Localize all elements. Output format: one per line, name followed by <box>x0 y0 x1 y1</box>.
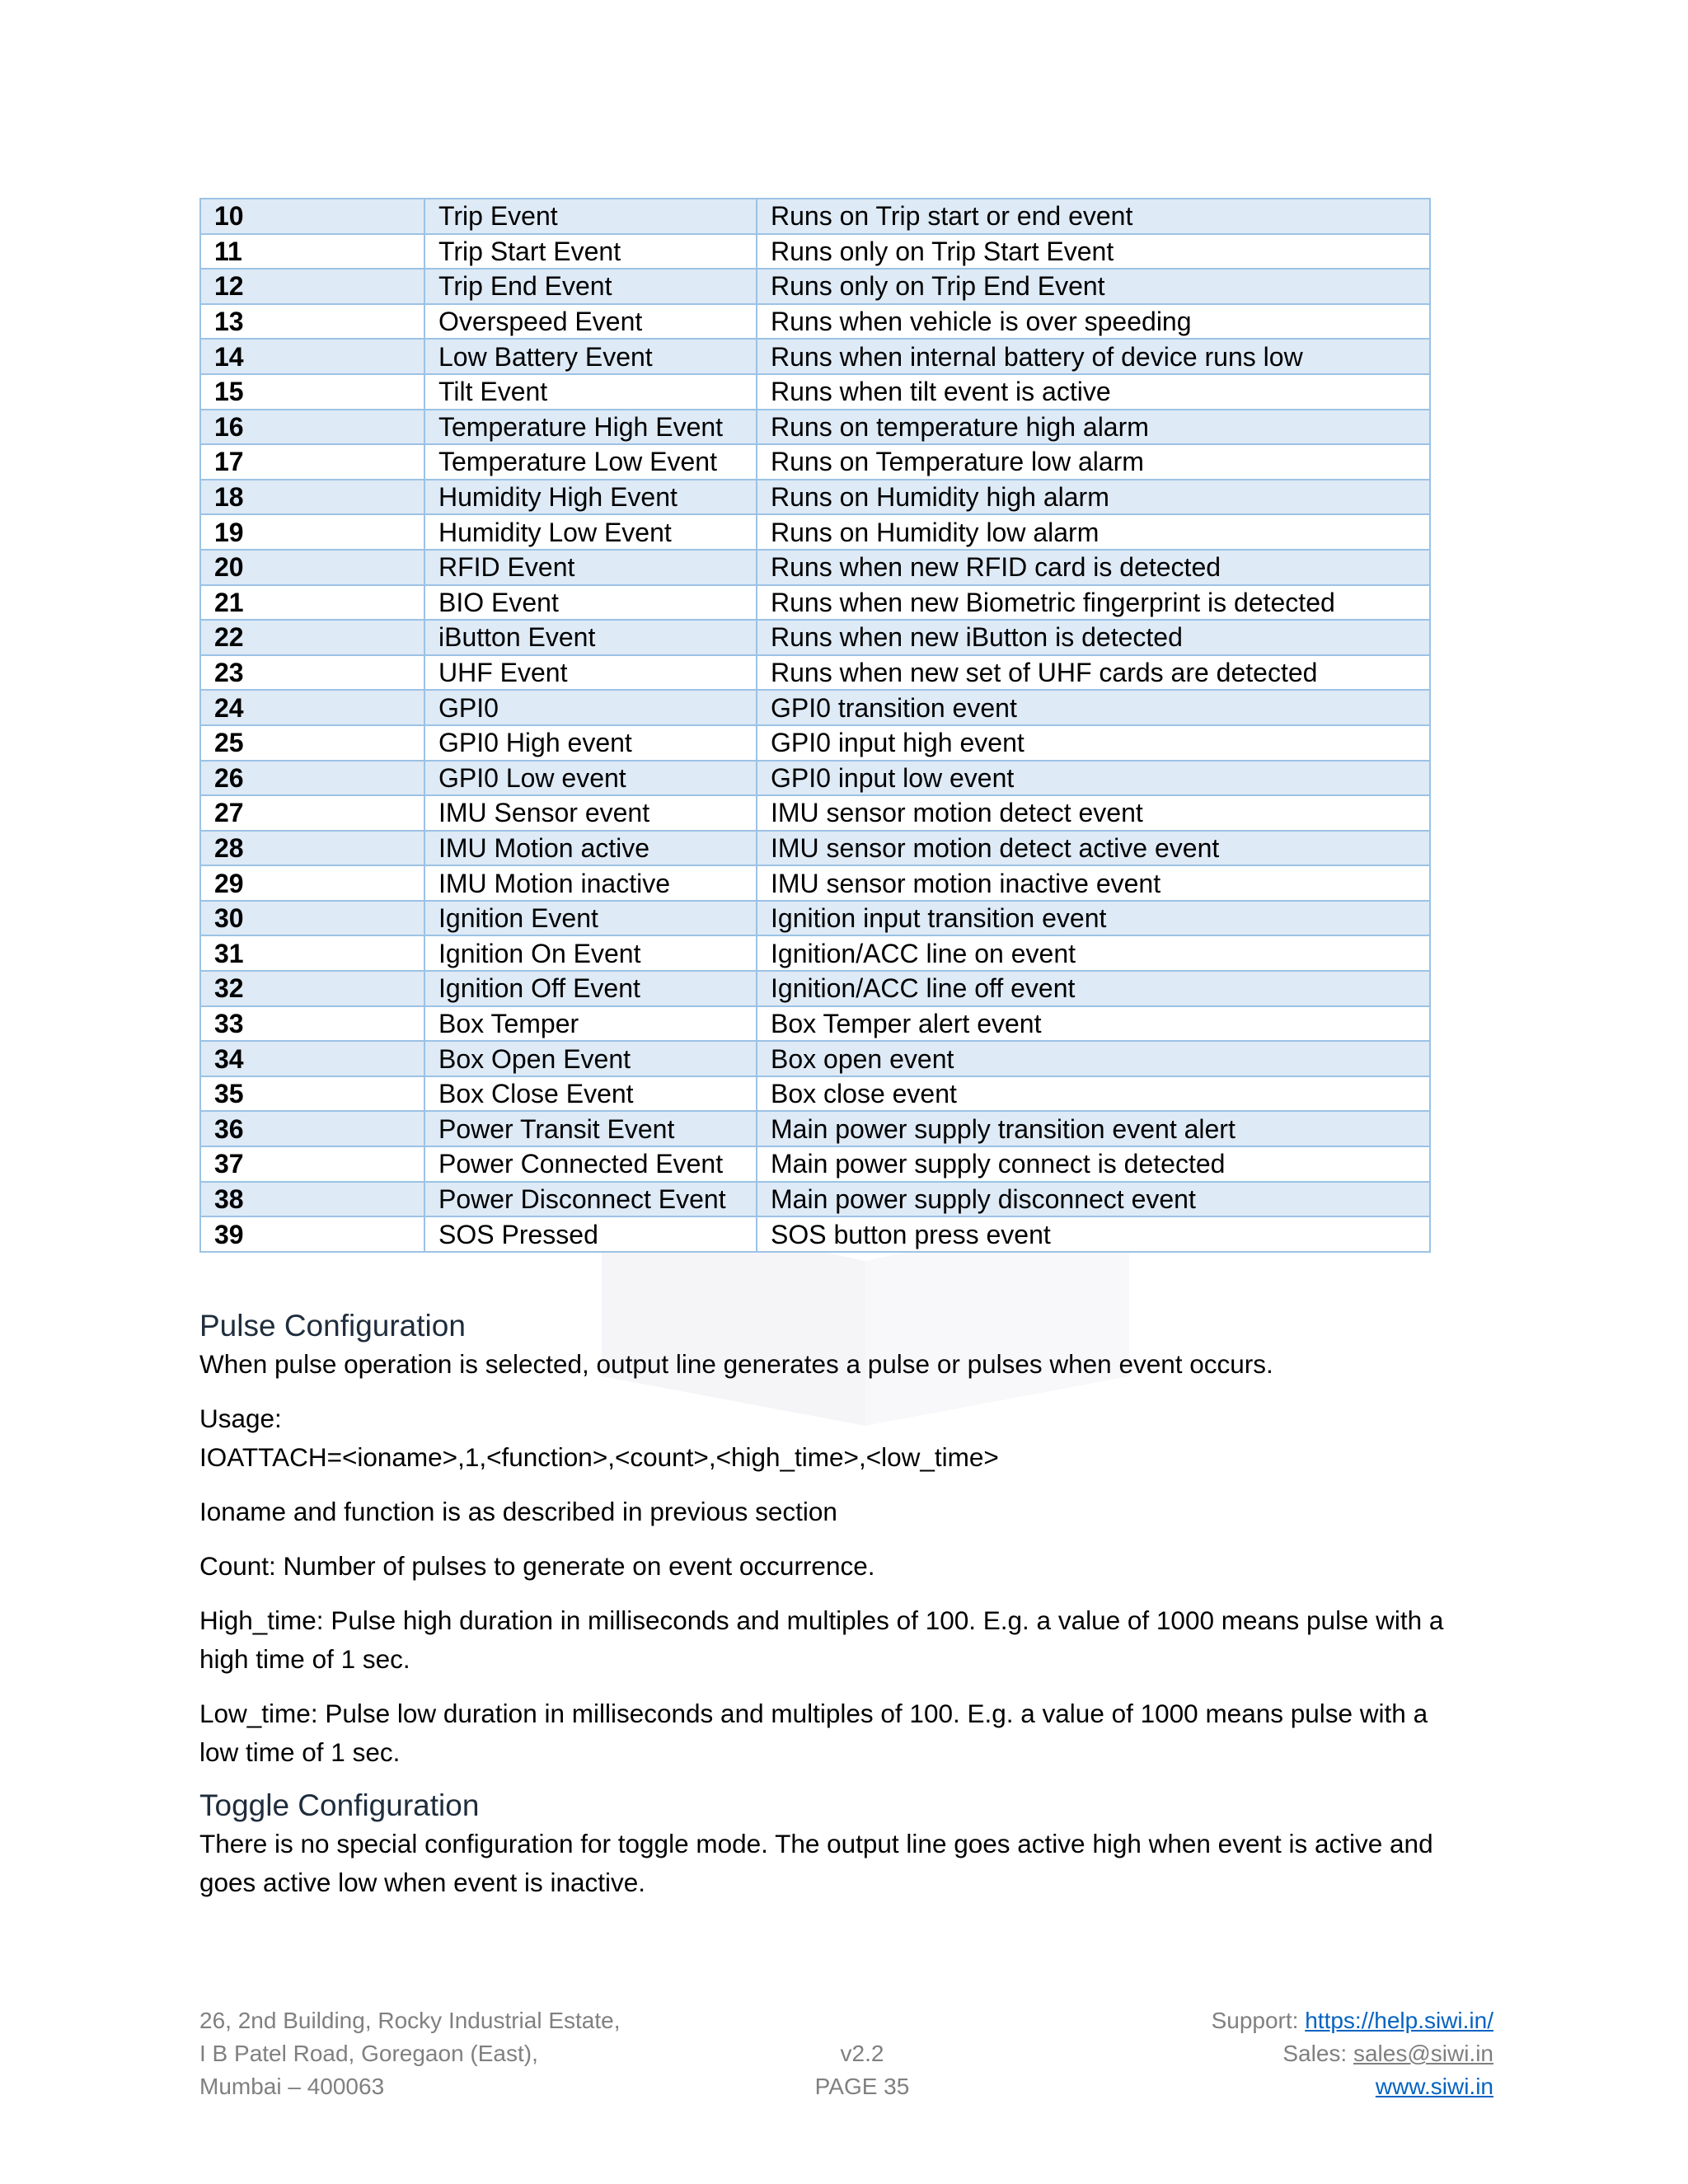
event-description-cell: IMU sensor motion detect event <box>757 795 1430 831</box>
footer-address <box>199 2004 621 2103</box>
event-description-cell: Runs only on Trip End Event <box>757 269 1430 304</box>
event-number-cell: 28 <box>200 831 424 866</box>
event-description-cell: Runs when new set of UHF cards are detected <box>757 655 1430 691</box>
event-description-cell: Runs when vehicle is over speeding <box>757 304 1430 340</box>
event-number-cell: 33 <box>200 1006 424 1042</box>
event-name-cell: UHF Event <box>424 655 757 691</box>
table-row <box>200 410 1430 445</box>
event-description-cell: GPI0 transition event <box>757 690 1430 725</box>
usage-label: Usage: <box>199 1403 282 1433</box>
event-description-cell: Runs on Temperature low alarm <box>757 444 1430 480</box>
low-time-note <box>199 1694 1493 1772</box>
event-number-cell: 27 <box>200 795 424 831</box>
event-description-cell: Runs when new iButton is detected <box>757 620 1430 655</box>
table-row <box>200 444 1430 480</box>
event-description-cell: Runs on Trip start or end event <box>757 199 1430 234</box>
event-number-cell: 25 <box>200 725 424 761</box>
table-row <box>200 550 1430 585</box>
table-row <box>200 1006 1430 1042</box>
event-name-cell: IMU Motion active <box>424 831 757 866</box>
event-number-cell: 39 <box>200 1216 424 1252</box>
pulse-intro: When pulse operation is selected, output line generates a pulse or pulses when event occurs. <box>199 1348 1273 1379</box>
usage-command: IOATTACH=<ioname>,1,<function>,<count>,<high_time>,<low_time> <box>199 1441 999 1472</box>
table-row <box>200 374 1430 410</box>
table-row <box>200 901 1430 936</box>
event-name-cell: Low Battery Event <box>424 339 757 374</box>
table-row <box>200 1216 1430 1252</box>
table-row <box>200 1041 1430 1076</box>
event-name-cell: Temperature Low Event <box>424 444 757 480</box>
event-number-cell: 18 <box>200 480 424 515</box>
event-number-cell: 32 <box>200 971 424 1006</box>
event-name-cell: Power Transit Event <box>424 1111 757 1146</box>
support-label: Support: <box>1211 2008 1306 2033</box>
event-number-cell: 17 <box>200 444 424 480</box>
event-name-cell: Trip End Event <box>424 269 757 304</box>
event-description-cell: Main power supply connect is detected <box>757 1146 1430 1182</box>
event-name-cell: Ignition On Event <box>424 935 757 971</box>
footer-version-block <box>796 2004 928 2103</box>
event-description-cell: Runs on temperature high alarm <box>757 410 1430 445</box>
event-description-cell: Box close event <box>757 1076 1430 1112</box>
table-row <box>200 514 1430 550</box>
event-description-cell: IMU sensor motion inactive event <box>757 865 1430 901</box>
event-description-cell: Ignition/ACC line on event <box>757 935 1430 971</box>
event-number-cell: 24 <box>200 690 424 725</box>
event-table <box>199 198 1431 1253</box>
event-number-cell: 31 <box>200 935 424 971</box>
event-number-cell: 14 <box>200 339 424 374</box>
table-row <box>200 690 1430 725</box>
pulse-configuration-heading: Pulse Configuration <box>199 1308 466 1343</box>
event-number-cell: 20 <box>200 550 424 585</box>
event-name-cell: IMU Motion inactive <box>424 865 757 901</box>
toggle-line-2: goes active low when event is inactive. <box>199 1867 646 1897</box>
event-number-cell: 21 <box>200 585 424 621</box>
sales-email-link[interactable]: sales@siwi.in <box>1353 2041 1493 2066</box>
table-row <box>200 831 1430 866</box>
event-number-cell: 29 <box>200 865 424 901</box>
event-name-cell: Tilt Event <box>424 374 757 410</box>
event-number-cell: 26 <box>200 761 424 796</box>
event-description-cell: Runs when tilt event is active <box>757 374 1430 410</box>
event-name-cell: Trip Event <box>424 199 757 234</box>
event-name-cell: Box Open Event <box>424 1041 757 1076</box>
event-number-cell: 13 <box>200 304 424 340</box>
low-time-line-2: low time of 1 sec. <box>199 1736 401 1767</box>
toggle-description <box>199 1825 1493 1902</box>
sales-label: Sales: <box>1282 2041 1353 2066</box>
event-name-cell: Power Connected Event <box>424 1146 757 1182</box>
event-name-cell: IMU Sensor event <box>424 795 757 831</box>
table-row <box>200 585 1430 621</box>
event-description-cell: SOS button press event <box>757 1216 1430 1252</box>
event-description-cell: GPI0 input high event <box>757 725 1430 761</box>
event-name-cell: Humidity High Event <box>424 480 757 515</box>
table-row <box>200 1182 1430 1217</box>
toggle-configuration-heading: Toggle Configuration <box>199 1788 480 1822</box>
event-name-cell: GPI0 <box>424 690 757 725</box>
toggle-line-1: There is no special configuration for toggle mode. The output line goes active high when event is active and <box>199 1828 1433 1858</box>
event-name-cell: Overspeed Event <box>424 304 757 340</box>
high-time-note <box>199 1601 1493 1679</box>
table-row <box>200 269 1430 304</box>
table-row <box>200 339 1430 374</box>
event-description-cell: Main power supply disconnect event <box>757 1182 1430 1217</box>
table-row <box>200 1076 1430 1112</box>
event-description-cell: IMU sensor motion detect active event <box>757 831 1430 866</box>
event-number-cell: 34 <box>200 1041 424 1076</box>
event-description-cell: Box Temper alert event <box>757 1006 1430 1042</box>
event-name-cell: iButton Event <box>424 620 757 655</box>
event-description-cell: Main power supply transition event alert <box>757 1111 1430 1146</box>
event-name-cell: RFID Event <box>424 550 757 585</box>
table-row <box>200 795 1430 831</box>
table-row <box>200 761 1430 796</box>
table-row <box>200 199 1430 234</box>
table-row <box>200 655 1430 691</box>
event-number-cell: 16 <box>200 410 424 445</box>
event-number-cell: 38 <box>200 1182 424 1217</box>
address-line-2: I B Patel Road, Goregaon (East), <box>199 2041 538 2066</box>
website-link[interactable]: www.siwi.in <box>1375 2074 1493 2099</box>
table-row <box>200 480 1430 515</box>
event-description-cell: Runs when internal battery of device runs low <box>757 339 1430 374</box>
event-number-cell: 30 <box>200 901 424 936</box>
event-description-cell: Ignition input transition event <box>757 901 1430 936</box>
event-description-cell: Box open event <box>757 1041 1430 1076</box>
event-name-cell: Power Disconnect Event <box>424 1182 757 1217</box>
event-number-cell: 23 <box>200 655 424 691</box>
ioname-note: Ioname and function is as described in previous section <box>199 1496 837 1526</box>
event-description-cell: Runs when new RFID card is detected <box>757 550 1430 585</box>
table-row <box>200 304 1430 340</box>
low-time-line-1: Low_time: Pulse low duration in milliseconds and multiples of 100. E.g. a value of 1000 means pulse with a <box>199 1698 1428 1728</box>
event-name-cell: SOS Pressed <box>424 1216 757 1252</box>
table-row <box>200 971 1430 1006</box>
event-name-cell: GPI0 High event <box>424 725 757 761</box>
table-row <box>200 1146 1430 1182</box>
address-line-1: 26, 2nd Building, Rocky Industrial Estate, <box>199 2008 621 2033</box>
table-row <box>200 1111 1430 1146</box>
event-name-cell: BIO Event <box>424 585 757 621</box>
event-number-cell: 36 <box>200 1111 424 1146</box>
event-description-cell: Runs on Humidity high alarm <box>757 480 1430 515</box>
event-number-cell: 12 <box>200 269 424 304</box>
event-description-cell: Runs when new Biometric fingerprint is detected <box>757 585 1430 621</box>
event-name-cell: Box Temper <box>424 1006 757 1042</box>
high-time-line-2: high time of 1 sec. <box>199 1643 410 1674</box>
event-number-cell: 11 <box>200 234 424 269</box>
table-row <box>200 865 1430 901</box>
event-name-cell: Humidity Low Event <box>424 514 757 550</box>
event-description-cell: Runs on Humidity low alarm <box>757 514 1430 550</box>
event-number-cell: 35 <box>200 1076 424 1112</box>
event-description-cell: Runs only on Trip Start Event <box>757 234 1430 269</box>
footer-contacts <box>1212 2004 1493 2103</box>
event-description-cell: Ignition/ACC line off event <box>757 971 1430 1006</box>
event-number-cell: 19 <box>200 514 424 550</box>
page-content <box>199 198 1493 1902</box>
event-name-cell: Trip Start Event <box>424 234 757 269</box>
address-line-3: Mumbai – 400063 <box>199 2074 385 2099</box>
event-name-cell: Temperature High Event <box>424 410 757 445</box>
page-number: PAGE 35 <box>814 2074 910 2099</box>
support-link[interactable]: https://help.siwi.in/ <box>1305 2008 1493 2033</box>
table-row <box>200 935 1430 971</box>
table-row <box>200 234 1430 269</box>
high-time-line-1: High_time: Pulse high duration in milliseconds and multiples of 100. E.g. a value of 1000 means pulse with a <box>199 1605 1444 1635</box>
table-row <box>200 620 1430 655</box>
event-number-cell: 10 <box>200 199 424 234</box>
version-label: v2.2 <box>840 2041 884 2066</box>
event-name-cell: Ignition Off Event <box>424 971 757 1006</box>
event-number-cell: 22 <box>200 620 424 655</box>
event-number-cell: 37 <box>200 1146 424 1182</box>
event-name-cell: GPI0 Low event <box>424 761 757 796</box>
count-note: Count: Number of pulses to generate on event occurrence. <box>199 1550 875 1581</box>
event-name-cell: Box Close Event <box>424 1076 757 1112</box>
event-description-cell: GPI0 input low event <box>757 761 1430 796</box>
table-row <box>200 725 1430 761</box>
event-number-cell: 15 <box>200 374 424 410</box>
event-name-cell: Ignition Event <box>424 901 757 936</box>
